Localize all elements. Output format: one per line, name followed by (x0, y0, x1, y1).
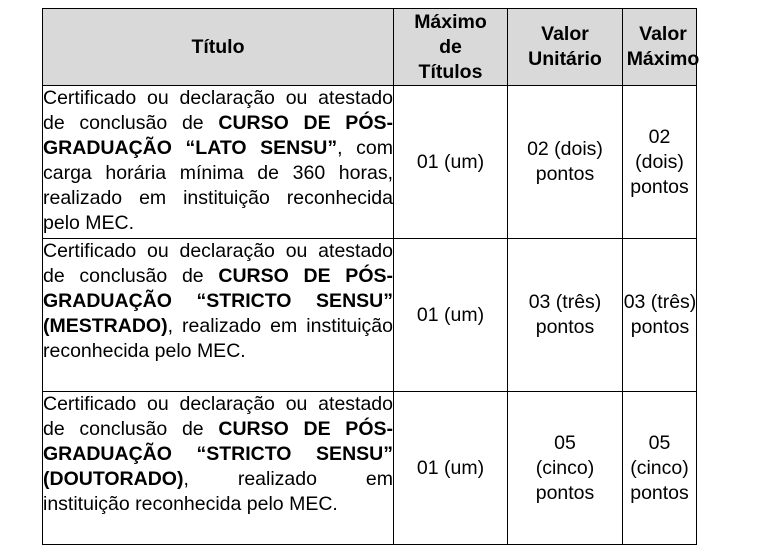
titles-table (42, 8, 700, 545)
row-title-text (43, 392, 393, 517)
table-row (43, 239, 697, 392)
row-unitario (508, 239, 623, 392)
row-title (43, 239, 394, 392)
row-unitario-text: 03 (três) pontos (528, 291, 602, 338)
header-valor-maximo (623, 9, 700, 86)
header-titulo: Título (43, 9, 394, 86)
row-maximo: 01 (um) (394, 392, 508, 545)
row-title-bold: CURSO DE PÓS-GRADUAÇÃO “STRICTO SENSU” (DOUTORADO) (43, 418, 393, 490)
row-unitario-text: 05 (cinco) pontos (535, 431, 595, 504)
row-title-pre: Certificado ou declaração ou atestado de conclusão de (43, 240, 393, 287)
row-title-bold: CURSO DE PÓS-GRADUAÇÃO “LATO SENSU” (43, 112, 393, 159)
row-maximo: 01 (um) (394, 86, 508, 239)
header-maximo-titulos (394, 9, 508, 86)
row-title-bold: CURSO DE PÓS-GRADUAÇÃO “STRICTO SENSU” (MESTRADO) (43, 265, 393, 337)
row-valor-maximo-text: 02 (dois) pontos (630, 125, 689, 198)
header-valor-unitario (508, 9, 623, 86)
header-maximo-label: Máximo de Títulos (414, 10, 487, 83)
row-title-text (43, 239, 393, 364)
row-maximo: 01 (um) (394, 239, 508, 392)
row-valor-maximo (623, 392, 697, 545)
row-valor-maximo (623, 86, 697, 239)
header-unitario-label: Valor Unitário (528, 23, 602, 70)
row-valor-maximo-text: 03 (três) pontos (623, 291, 697, 338)
row-unitario-text: 02 (dois) pontos (527, 138, 603, 185)
row-title-post: , com carga horária mínima de 360 horas, realizado em instituição reconhecida pelo MEC. (43, 137, 393, 234)
row-title-post: , realizado em instituição reconhecida pelo MEC. (43, 315, 393, 362)
row-title (43, 86, 394, 239)
row-title (43, 392, 394, 545)
header-row (43, 9, 697, 86)
table-row (43, 86, 697, 239)
row-valor-maximo (623, 239, 697, 392)
row-title-pre: Certificado ou declaração ou atestado de conclusão de (43, 393, 393, 440)
row-valor-maximo-text: 05 (cinco) pontos (630, 431, 689, 504)
row-title-pre: Certificado ou declaração ou atestado de conclusão de (43, 87, 393, 134)
header-valor-maximo-label: Valor Máximo (626, 23, 700, 70)
row-title-post: , realizado em instituição reconhecida pelo MEC. (43, 468, 393, 515)
row-unitario (508, 392, 623, 545)
row-unitario (508, 86, 623, 239)
table-row (43, 392, 697, 545)
row-title-text (43, 86, 393, 236)
